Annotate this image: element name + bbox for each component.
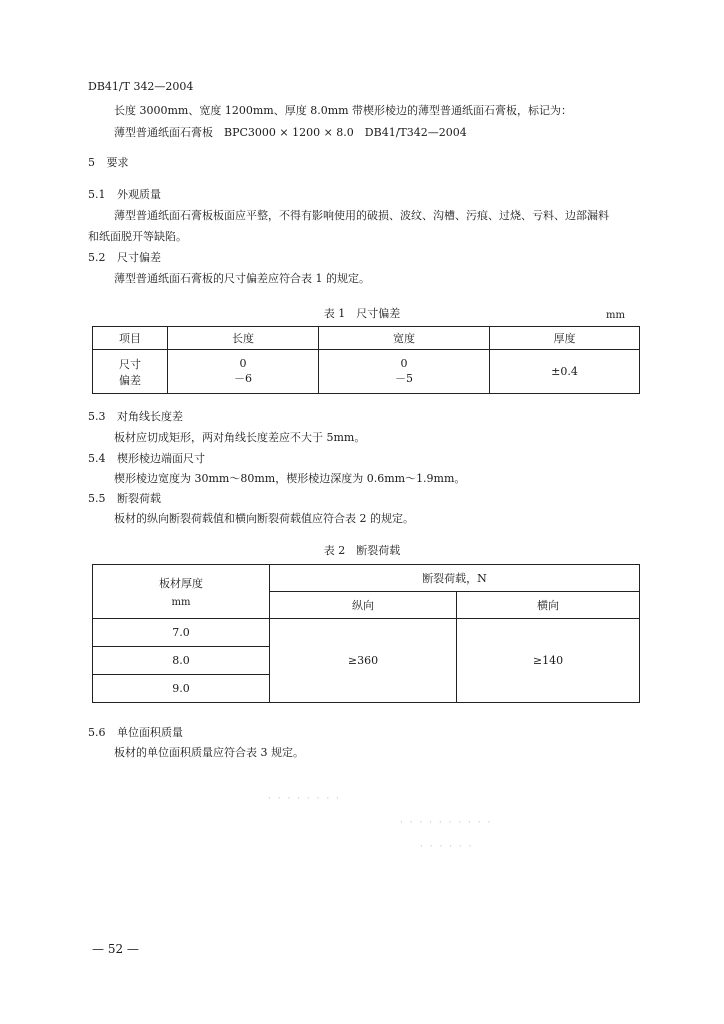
table-1-header-item: 项目 [93,327,168,350]
table-1-row-label-1: 尺寸 [119,357,141,371]
scan-noise: · · · · · · [420,842,474,852]
section-5-number: 5 [88,156,95,169]
table-2-caption: 表 2 断裂荷载 [323,544,401,557]
scan-noise: · · · · · · · · [268,794,341,804]
table-1-header-thickness: 厚度 [490,327,640,350]
section-5-6-heading [88,726,183,740]
table-2-thickness-header [93,565,270,619]
table-1-row-label-2: 偏差 [119,373,141,387]
section-5-4-line-1: 楔形棱边宽度为 30mm～80mm，楔形棱边深度为 0.6mm～1.9mm。 [114,472,466,485]
table-2 [92,564,640,703]
intro-line-2: 薄型普通纸面石膏板 BPC3000 × 1200 × 8.0 DB41/T342—2004 [114,126,467,139]
section-5-2-line-1: 薄型普通纸面石膏板的尺寸偏差应符合表 1 的规定。 [114,272,370,285]
section-5-5-number: 5.5 [88,492,106,505]
table-2-thickness-7: 7.0 [93,619,270,647]
table-2-header-longitudinal: 纵向 [270,592,457,619]
section-5-2-heading [88,251,161,265]
section-5-6-line-1: 板材的单位面积质量应符合表 3 规定。 [114,746,304,759]
page-number: — 52 — [92,942,139,956]
table-1-width-upper: 0 [400,357,408,370]
intro-line-1: 长度 3000mm、宽度 1200mm、厚度 8.0mm 带楔形棱边的薄型普通纸面石膏板，标记为： [114,104,573,117]
section-5-4-heading [88,452,205,466]
table-2-group-header: 断裂荷载，N [270,565,640,592]
section-5-1-title: 外观质量 [117,188,161,201]
table-1-row-label [93,350,168,394]
section-5-6-number: 5.6 [88,726,106,739]
table-1-header-length: 长度 [168,327,319,350]
section-5-1-number: 5.1 [88,188,106,201]
table-1-caption: 表 1 尺寸偏差 [323,307,401,320]
section-5-heading [88,156,129,170]
table-1-width-lower: －5 [395,372,413,385]
section-5-3-line-1: 板材应切成矩形，两对角线长度差应不大于 5mm。 [114,431,366,444]
table-2-header-transverse: 横向 [457,592,640,619]
section-5-1-heading [88,188,161,202]
table-1-length-upper: 0 [239,357,247,370]
table-2-transverse-value: ≥140 [457,619,640,703]
section-5-3-number: 5.3 [88,410,106,423]
section-5-2-number: 5.2 [88,251,106,264]
section-5-1-line-2: 和纸面脱开等缺陷。 [88,230,187,243]
table-1-length-cell [168,350,319,394]
table-1 [92,326,640,394]
doc-code-header: DB41/T 342—2004 [88,80,194,93]
section-5-3-heading [88,410,183,424]
table-2-thickness-header-label: 板材厚度 [159,577,203,590]
table-1-thickness-cell: ±0.4 [490,350,640,394]
section-5-6-title: 单位面积质量 [117,726,183,739]
table-2-thickness-header-unit: mm [171,597,191,608]
table-2-thickness-8: 8.0 [93,647,270,675]
table-1-header-width: 宽度 [319,327,490,350]
table-1-unit: mm [606,310,625,321]
table-1-length-lower: －6 [234,372,252,385]
table-1-width-cell [319,350,490,394]
section-5-1-line-1: 薄型普通纸面石膏板板面应平整，不得有影响使用的破损、波纹、沟槽、污痕、过烧、亏料、边部漏料 [114,209,609,222]
section-5-5-heading [88,492,161,506]
section-5-5-line-1: 板材的纵向断裂荷载值和横向断裂荷载值应符合表 2 的规定。 [114,512,414,525]
section-5-2-title: 尺寸偏差 [117,251,161,264]
section-5-title: 要求 [106,156,129,169]
section-5-5-title: 断裂荷载 [117,492,161,505]
section-5-3-title: 对角线长度差 [117,410,183,423]
section-5-4-title: 楔形棱边端面尺寸 [117,452,205,465]
table-2-thickness-9: 9.0 [93,675,270,703]
section-5-4-number: 5.4 [88,452,106,465]
table-2-longitudinal-value: ≥360 [270,619,457,703]
scan-noise: · · · · · · · · · · [400,818,493,828]
